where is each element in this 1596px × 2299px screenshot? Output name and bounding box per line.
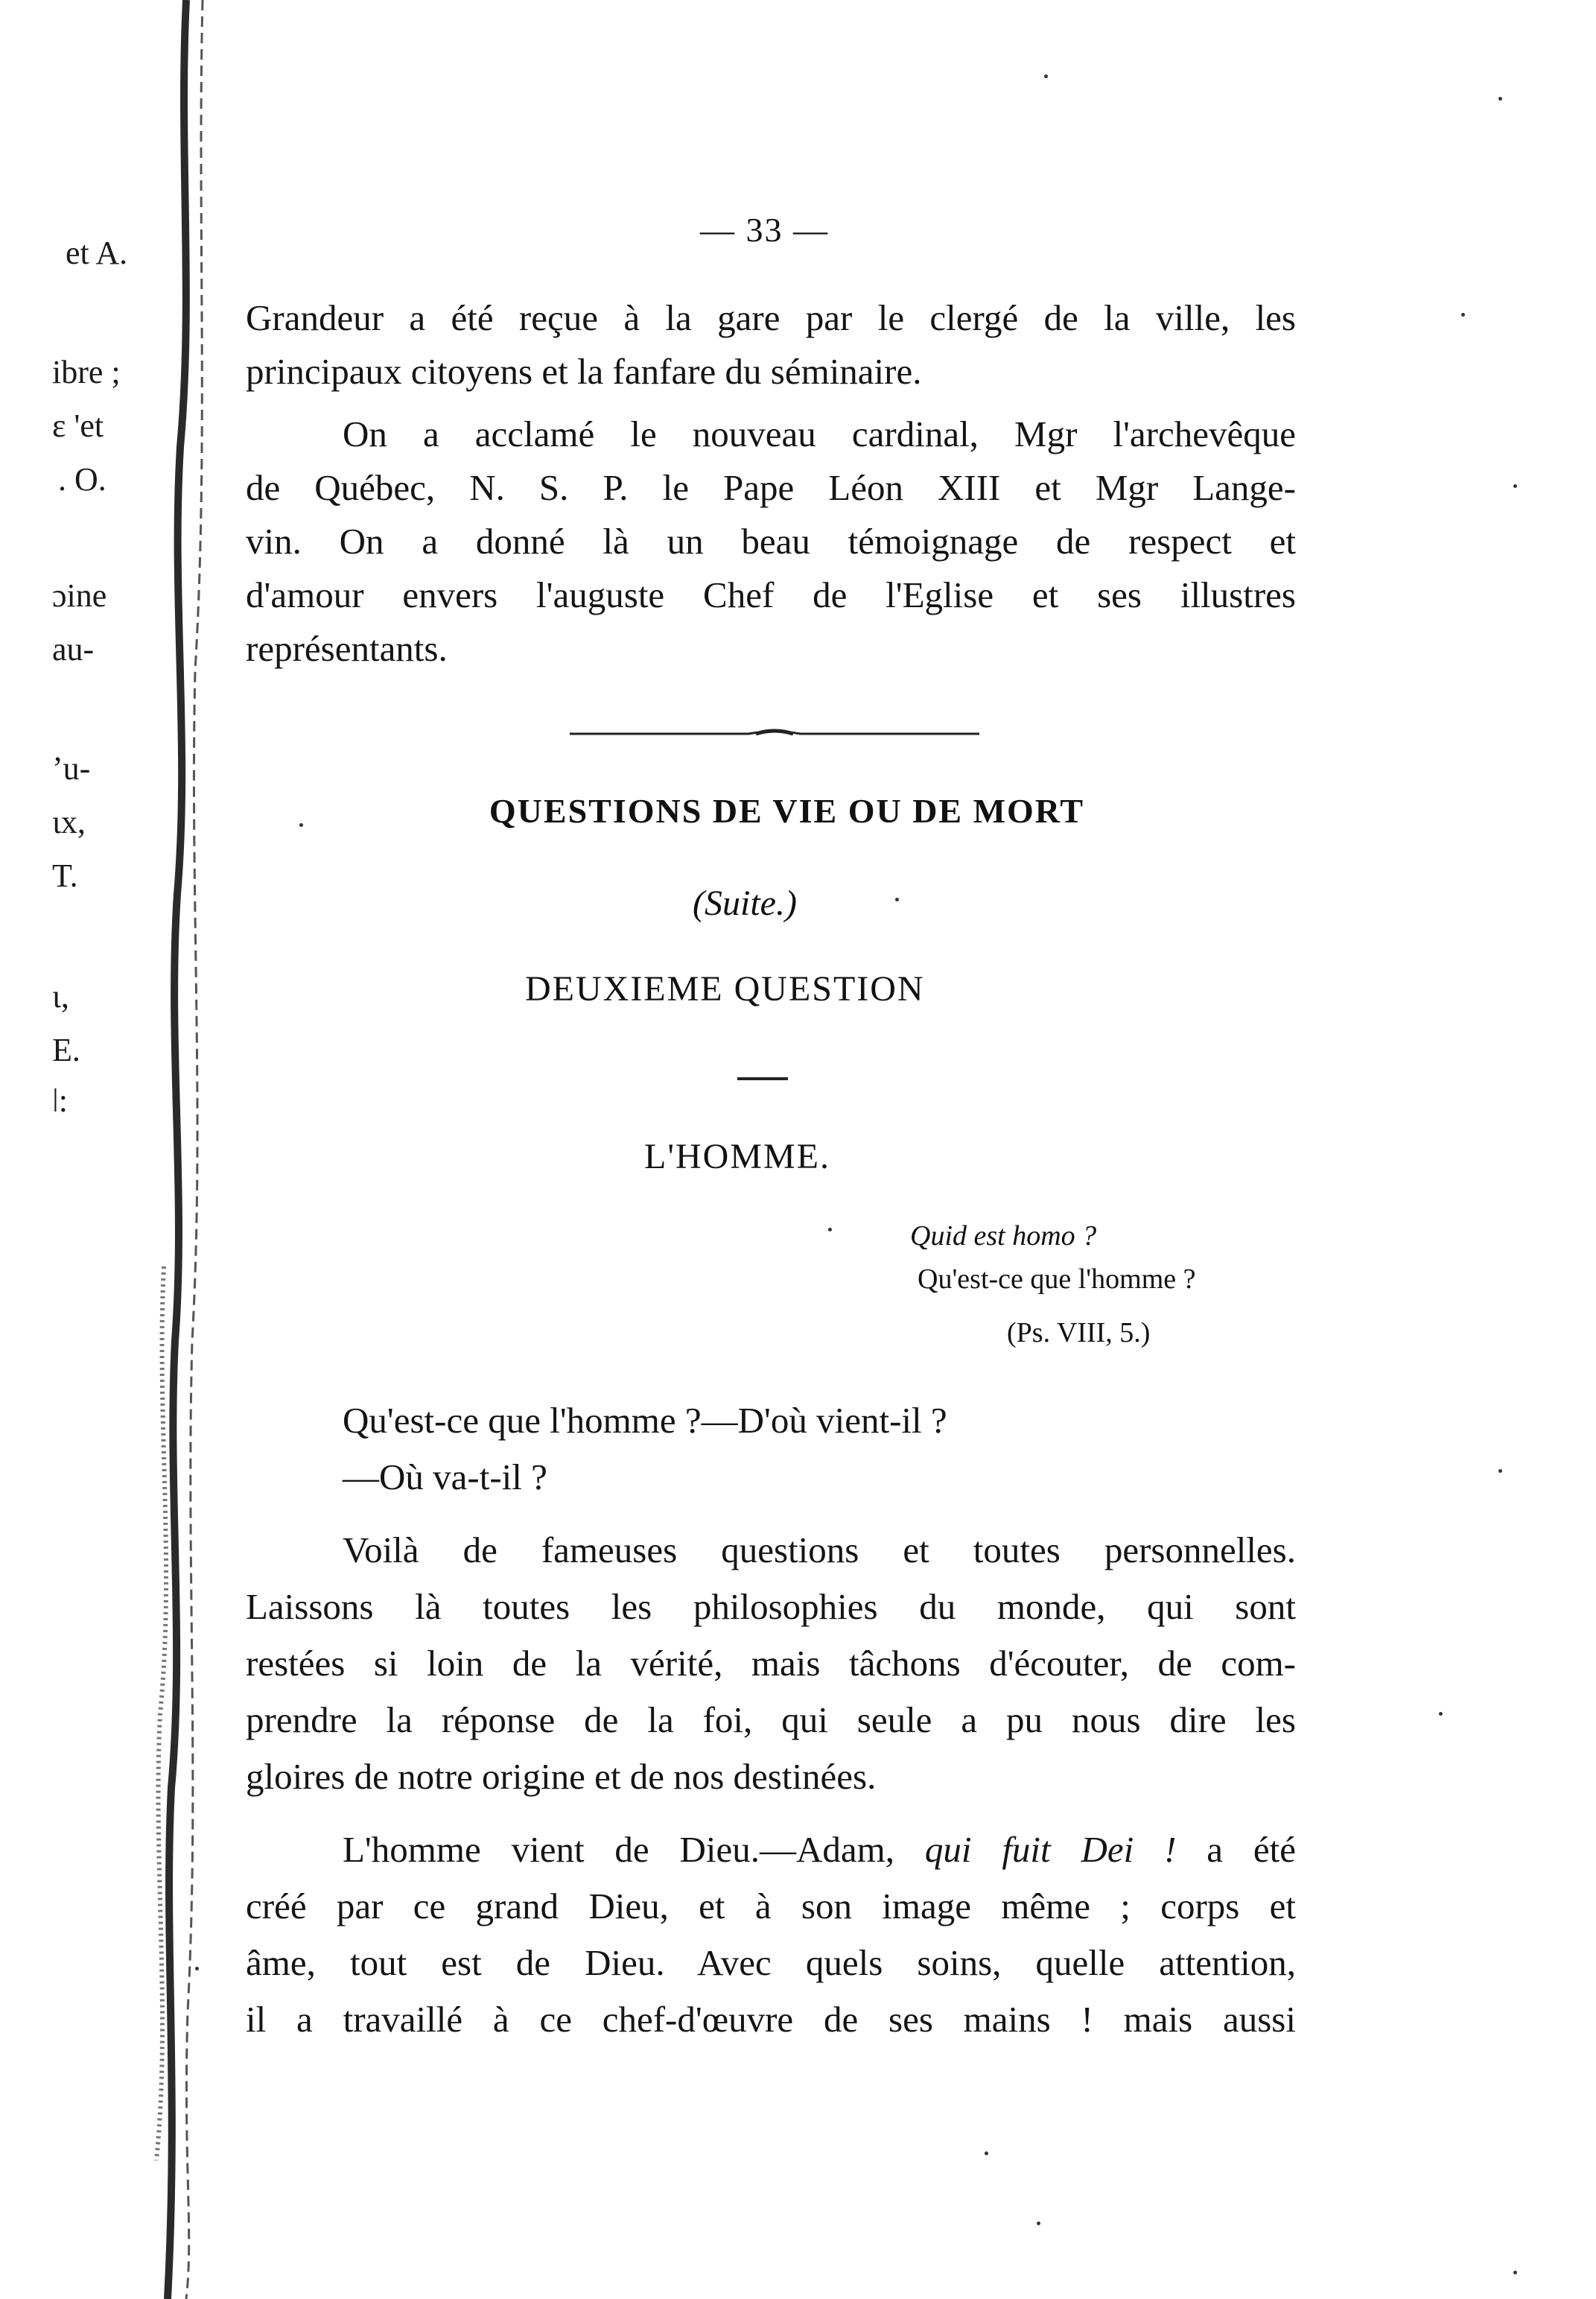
text-line: prendre la réponse de la foi, qui seule a pu nous dire les: [246, 1699, 1296, 1740]
text-line: Grandeur a été reçue à la gare par le clergé de la ville, les: [246, 297, 1296, 338]
margin-fragment: E.: [52, 1032, 80, 1068]
article-title: QUESTIONS DE VIE OU DE MORT: [489, 792, 1085, 830]
margin-fragment: ǀ:: [52, 1082, 69, 1119]
scan-speck: [1513, 484, 1517, 488]
question-line: Qu'est-ce que l'homme ?—D'où vient-il ?: [343, 1400, 947, 1441]
epigraph-french: Qu'est-ce que l'homme ?: [918, 1263, 1196, 1295]
scan-speck: [985, 2151, 988, 2155]
text-line: On a acclamé le nouveau cardinal, Mgr l'archevêque: [343, 413, 1296, 454]
margin-fragment: T.: [52, 857, 78, 894]
text-line: Laissons là toutes les philosophies du monde, qui sont: [246, 1586, 1296, 1627]
text-span: a été: [1176, 1829, 1296, 1870]
text-line: [343, 1831, 1296, 1868]
scan-speck: [195, 1967, 199, 1970]
text-line: vin. On a donné là un beau témoignage de respect et: [246, 521, 1296, 562]
text-span: L'homme vient de Dieu.—Adam,: [343, 1829, 925, 1870]
text-line: gloires de notre origine et de nos destinées.: [246, 1756, 877, 1797]
text-line: de Québec, N. S. P. le Pape Léon XIII et Mgr Lange-: [246, 467, 1296, 508]
scan-speck: [828, 1228, 832, 1231]
scan-speck: [1461, 313, 1465, 317]
short-dash-rule: [737, 1077, 788, 1080]
margin-fragment: ibre ;: [52, 354, 121, 390]
scan-speck: [1498, 97, 1502, 101]
question-line: —Où va-t-il ?: [343, 1456, 547, 1497]
text-line: principaux citoyens et la fanfare du séminaire.: [246, 351, 922, 392]
text-line: créé par ce grand Dieu, et à son image même ; corps et: [246, 1886, 1296, 1927]
latin-phrase: qui fuit Dei !: [924, 1829, 1177, 1870]
question-title: DEUXIEME QUESTION: [525, 969, 925, 1009]
margin-fragment: ɛ 'et: [52, 408, 104, 444]
margin-fragment: ɔine: [52, 577, 107, 614]
scan-speck: [1498, 1469, 1502, 1473]
separator-rule: [570, 726, 979, 741]
scan-speck: [1037, 2222, 1040, 2225]
scan-speck: [895, 898, 899, 901]
section-title: L'HOMME.: [644, 1137, 830, 1176]
scan-speck: [1513, 2271, 1517, 2274]
text-line: Voilà de fameuses questions et toutes personnelles.: [343, 1529, 1296, 1570]
text-line: il a travaillé à ce chef-d'œuvre de ses mains ! mais aussi: [246, 1999, 1296, 2040]
article-subtitle: (Suite.): [693, 884, 797, 923]
margin-fragment: ʼu-: [52, 750, 91, 787]
scan-speck: [1044, 74, 1048, 78]
text-line: représentants.: [246, 628, 448, 669]
page-number: — 33 —: [700, 211, 829, 249]
text-line: d'amour envers l'auguste Chef de l'Eglise et ses illustres: [246, 574, 1296, 615]
torn-page-edge: [134, 0, 238, 2299]
scan-speck: [299, 823, 303, 827]
margin-fragment: au-: [52, 631, 95, 667]
scan-speck: [1439, 1712, 1443, 1716]
text-line: âme, tout est de Dieu. Avec quels soins, quelle attention,: [246, 1942, 1296, 1983]
margin-fragment: et A.: [66, 235, 128, 271]
epigraph-latin: Quid est homo ?: [910, 1220, 1097, 1252]
margin-fragment: . O.: [58, 461, 106, 498]
margin-fragment: ɩ,: [52, 978, 69, 1015]
text-line: restées si loin de la vérité, mais tâchons d'écouter, de com-: [246, 1643, 1296, 1684]
margin-fragment: ɩx,: [52, 804, 86, 840]
epigraph-reference: (Ps. VIII, 5.): [1007, 1317, 1151, 1348]
